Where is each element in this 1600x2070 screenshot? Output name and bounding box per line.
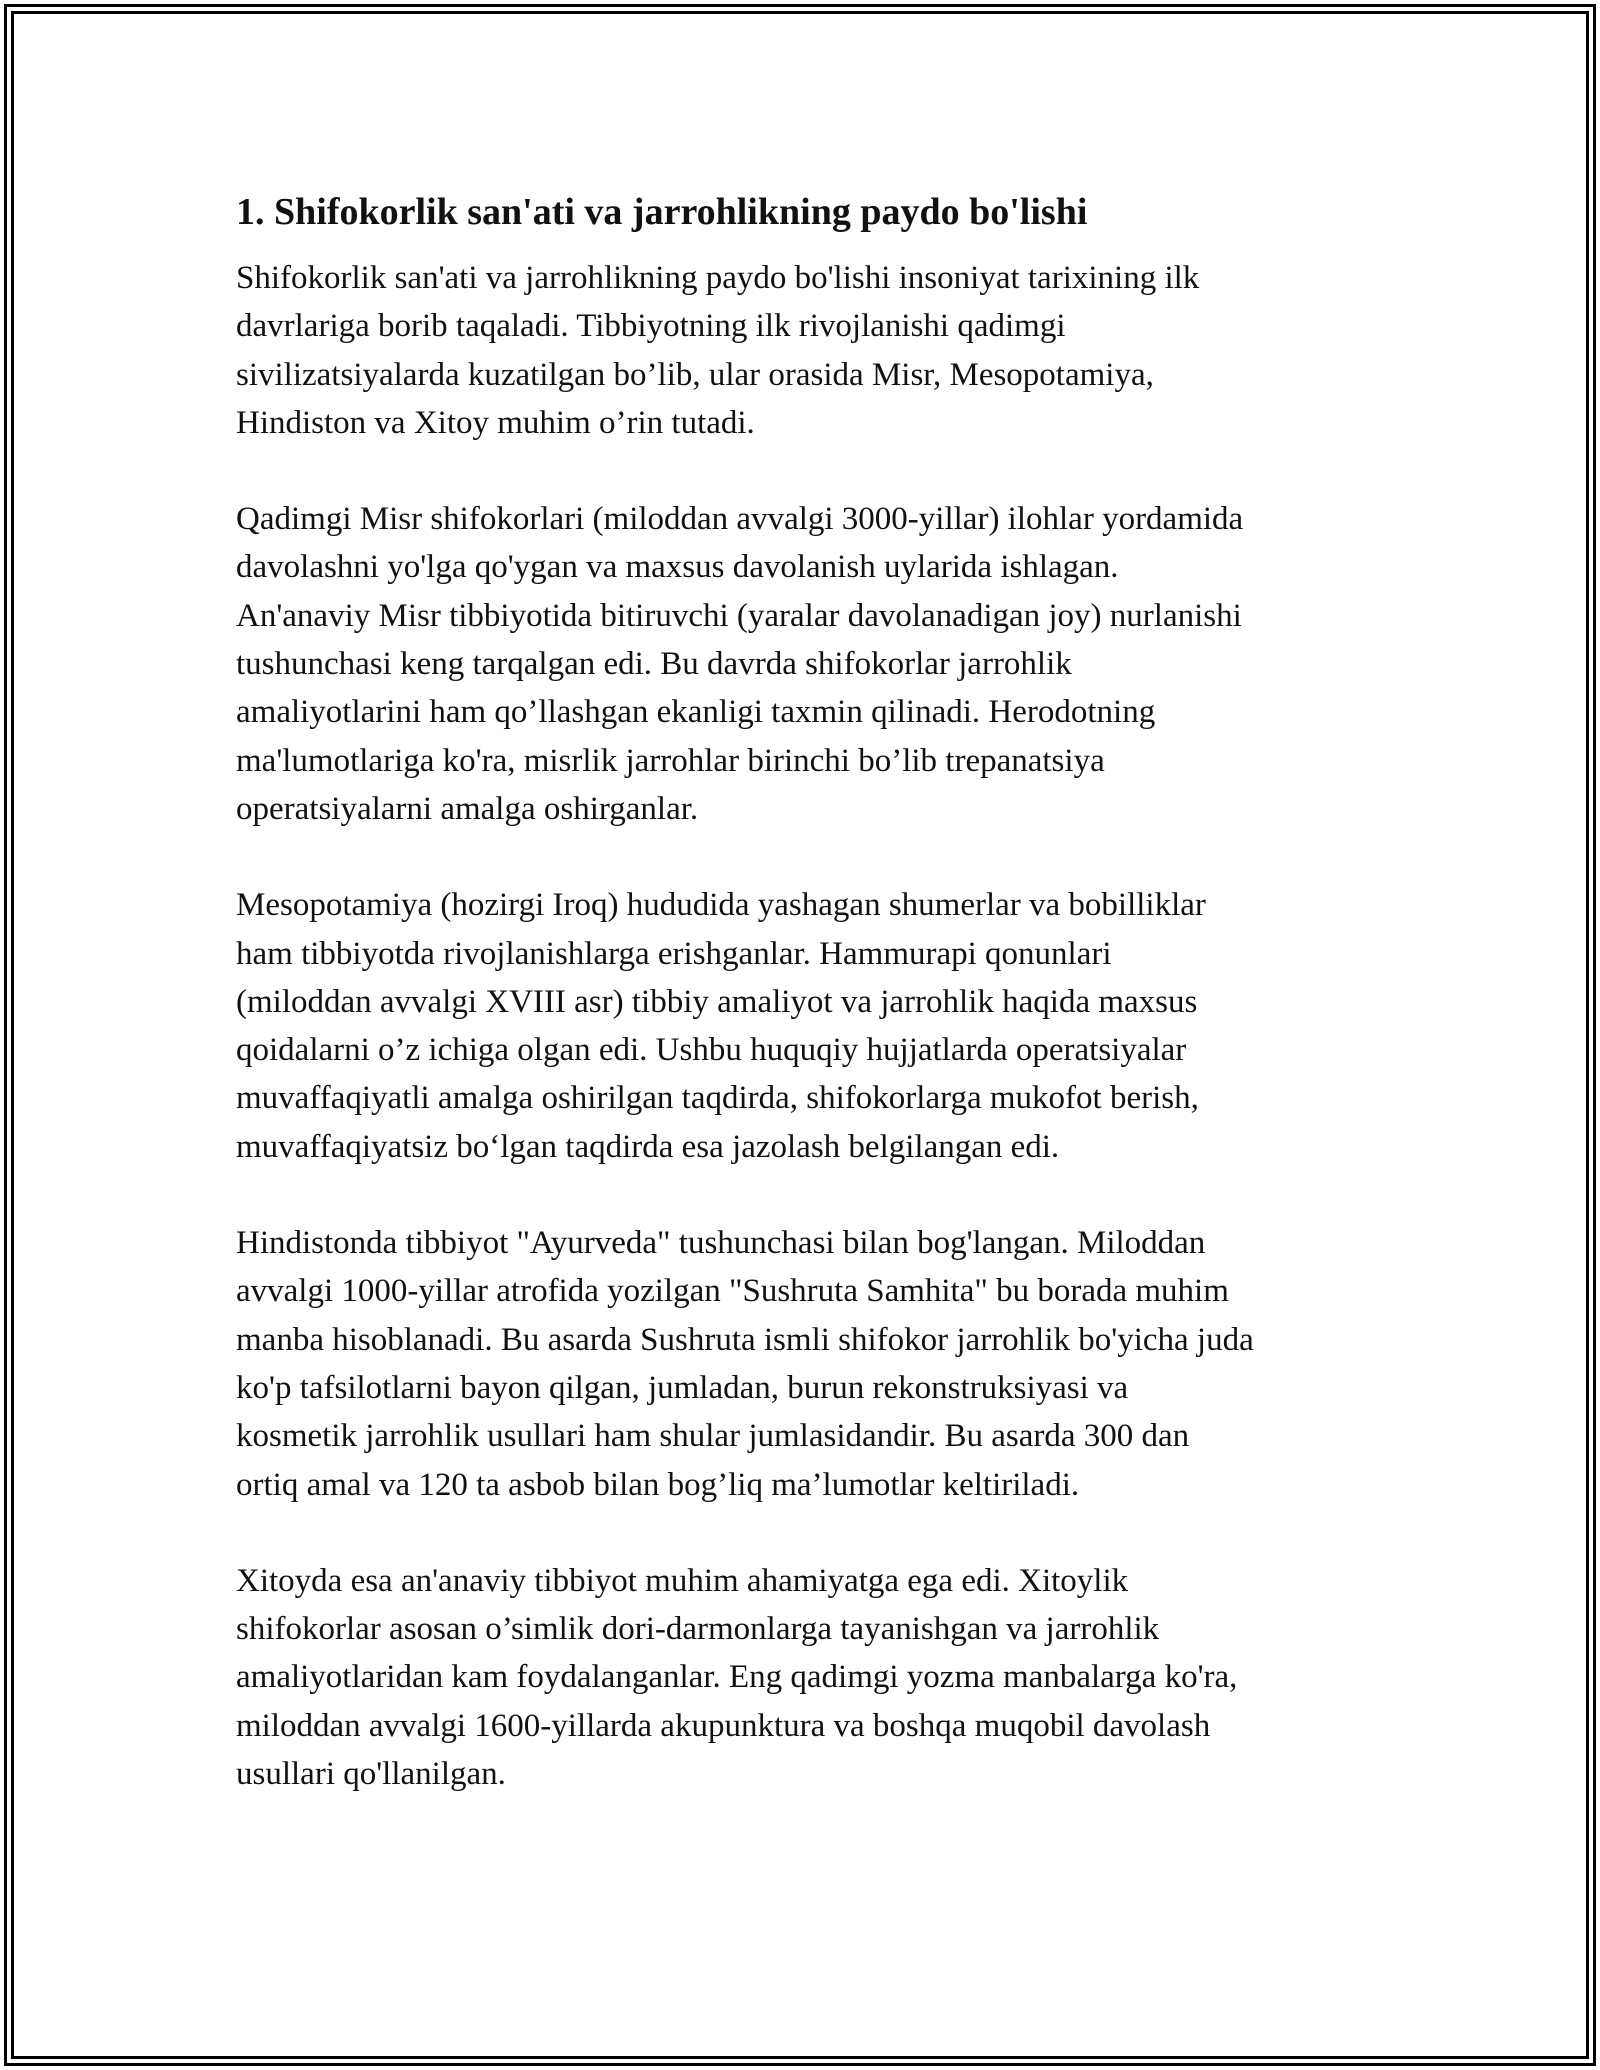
paragraph-line: muvaffaqiyatli amalga oshirilgan taqdirda, shifokorlarga mukofot berish, xyxy=(236,1080,1199,1117)
paragraph-india xyxy=(236,1219,1376,1509)
paragraph-line: ko'p tafsilotlarni bayon qilgan, jumladan, burun rekonstruksiyasi va xyxy=(236,1369,1129,1406)
paragraph-egypt xyxy=(236,495,1376,833)
paragraph-intro xyxy=(236,254,1376,447)
paragraph-line: usullari qo'llanilgan. xyxy=(236,1756,506,1793)
paragraph-line: qoidalarni o’z ichiga olgan edi. Ushbu huquqiy hujjatlarda operatsiyalar xyxy=(236,1032,1187,1069)
paragraph-line: An'anaviy Misr tibbiyotida bitiruvchi (yaralar davolanadigan joy) nurlanishi xyxy=(236,597,1242,634)
paragraph-line: Mesopotamiya (hozirgi Iroq) hududida yashagan shumerlar va bobilliklar xyxy=(236,887,1206,924)
paragraph-line: amaliyotlarini ham qo’llashgan ekanligi taxmin qilinadi. Herodotning xyxy=(236,694,1156,731)
paragraph-line: kosmetik jarrohlik usullari ham shular jumlasidandir. Bu asarda 300 dan xyxy=(236,1418,1190,1455)
paragraph-line: tushunchasi keng tarqalgan edi. Bu davrda shifokorlar jarrohlik xyxy=(236,646,1072,683)
paragraph-line: shifokorlar asosan o’simlik dori-darmonlarga tayanishgan va jarrohlik xyxy=(236,1611,1160,1648)
paragraph-line: manba hisoblanadi. Bu asarda Sushruta ismli shifokor jarrohlik bo'yicha juda xyxy=(236,1321,1254,1358)
paragraph-mesopotamia xyxy=(236,881,1376,1171)
paragraph-line: muvaffaqiyatsiz bo‘lgan taqdirda esa jazolash belgilangan edi. xyxy=(236,1128,1060,1165)
paragraph-line: sivilizatsiyalarda kuzatilgan bo’lib, ular orasida Misr, Mesopotamiya, xyxy=(236,356,1154,393)
paragraph-line: Xitoyda esa an'anaviy tibbiyot muhim ahamiyatga ega edi. Xitoylik xyxy=(236,1562,1129,1599)
paragraph-line: davolashni yo'lga qo'ygan va maxsus davolanish uylarida ishlagan. xyxy=(236,549,1119,586)
section-title: 1. Shifokorlik san'ati va jarrohlikning paydo bo'lishi xyxy=(236,191,1088,233)
document-body xyxy=(236,186,1376,1846)
paragraph-line: ortiq amal va 120 ta asbob bilan bog’liq ma’lumotlar keltiriladi. xyxy=(236,1466,1080,1503)
paragraph-line: Qadimgi Misr shifokorlari (miloddan avvalgi 3000-yillar) ilohlar yordamida xyxy=(236,501,1244,538)
paragraph-line: avvalgi 1000-yillar atrofida yozilgan "Sushruta Samhita" bu borada muhim xyxy=(236,1273,1229,1310)
paragraph-line: amaliyotlaridan kam foydalanganlar. Eng qadimgi yozma manbalarga ko'ra, xyxy=(236,1659,1238,1696)
paragraph-line: Hindiston va Xitoy muhim o’rin tutadi. xyxy=(236,404,755,441)
paragraph-line: Hindistonda tibbiyot "Ayurveda" tushunchasi bilan bog'langan. Miloddan xyxy=(236,1225,1206,1262)
paragraph-line: miloddan avvalgi 1600-yillarda akupunktura va boshqa muqobil davolash xyxy=(236,1707,1211,1744)
paragraph-line: ham tibbiyotda rivojlanishlarga erishganlar. Hammurapi qonunlari xyxy=(236,935,1112,972)
paragraph-line: operatsiyalarni amalga oshirganlar. xyxy=(236,790,699,827)
paragraph-line: ma'lumotlariga ko'ra, misrlik jarrohlar birinchi bo’lib trepanatsiya xyxy=(236,742,1105,779)
paragraph-china xyxy=(236,1557,1376,1798)
paragraph-line: Shifokorlik san'ati va jarrohlikning paydo bo'lishi insoniyat tarixining ilk xyxy=(236,260,1200,296)
paragraph-line: davrlariga borib taqaladi. Tibbiyotning ilk rivojlanishi qadimgi xyxy=(236,308,1066,345)
paragraph-line: (miloddan avvalgi XVIII asr) tibbiy amaliyot va jarrohlik haqida maxsus xyxy=(236,983,1198,1020)
